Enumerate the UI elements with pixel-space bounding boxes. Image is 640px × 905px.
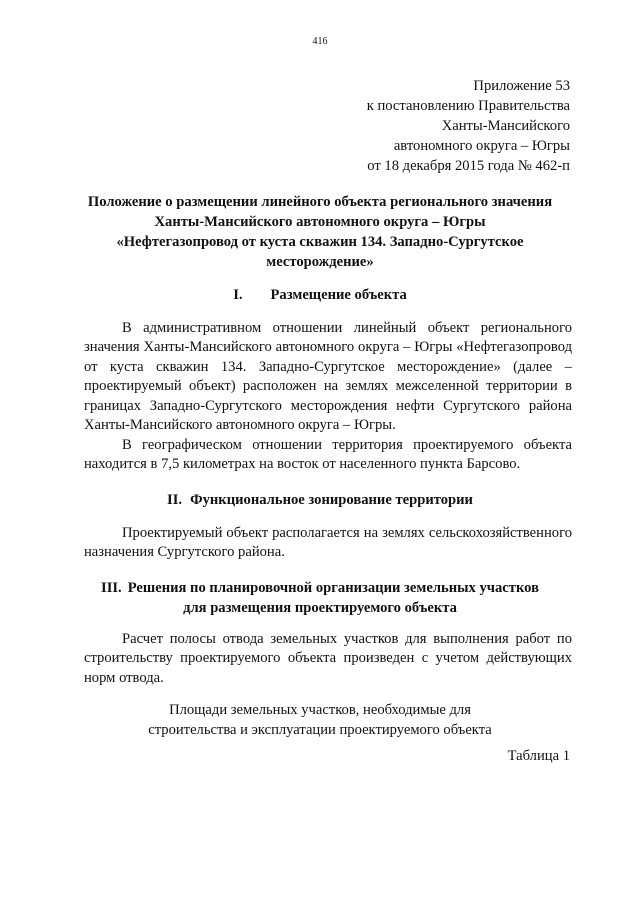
page-number: 416 (312, 36, 328, 47)
section-title: Размещение объекта (270, 287, 407, 303)
section-number: I. (233, 287, 243, 303)
appendix-line: Ханты-Мансийского (441, 118, 570, 134)
section-title: Функциональное зонирование территории (190, 492, 473, 508)
section-3-heading-line-2: для размещения проектируемого объекта (183, 600, 457, 616)
title-line: Положение о размещении линейного объекта регионального значения (87, 194, 553, 210)
title-line: месторождение» (266, 254, 374, 270)
section-1-paragraph-1: В административном отношении линейный объект регионального значения Ханты-Мансийского автономного округа – Югры «Нефтегазопровод от куста скважин 134. Западно-Сургутское месторождение» (далее – проектируемый объект) расположен на землях межселенной территории в границах Западно-Сургутского месторождения нефти Сургутского района Ханты-Мансийского автономного округа – Югры. (84, 320, 572, 434)
appendix-line: к постановлению Правительства (366, 98, 570, 114)
table-caption-line: Площади земельных участков, необходимые для (169, 702, 471, 718)
section-title: Решения по планировочной организации земельных участков (127, 580, 539, 596)
section-3-paragraph-1: Расчет полосы отвода земельных участков для выполнения работ по строительству проектируемого объекта произведен с учетом действующих норм отвода. (84, 631, 572, 686)
section-1-heading (70, 285, 570, 305)
section-2-heading (70, 490, 570, 510)
document-title (70, 192, 570, 272)
appendix-header (270, 76, 570, 176)
section-2-paragraph-1: Проектируемый объект располагается на землях сельскохозяйственного назначения Сургутского района. (84, 525, 572, 561)
table-label: Таблица 1 (507, 748, 570, 764)
title-line: Ханты-Мансийского автономного округа – Югры (154, 214, 486, 230)
appendix-line: от 18 декабря 2015 года № 462-п (367, 158, 570, 174)
table-caption-line: строительства и эксплуатации проектируемого объекта (148, 722, 492, 738)
appendix-line: Приложение 53 (473, 78, 570, 94)
section-3-heading (70, 578, 570, 618)
section-1-paragraph-2: В географическом отношении территория проектируемого объекта находится в 7,5 километрах на восток от населенного пункта Барсово. (84, 437, 572, 473)
appendix-line: автономного округа – Югры (393, 138, 570, 154)
section-3-heading-line-1 (70, 578, 570, 598)
title-line: «Нефтегазопровод от куста скважин 134. Западно-Сургутское (116, 234, 524, 250)
table-caption (70, 700, 570, 740)
section-number: III. (101, 580, 122, 596)
section-number: II. (167, 492, 183, 508)
